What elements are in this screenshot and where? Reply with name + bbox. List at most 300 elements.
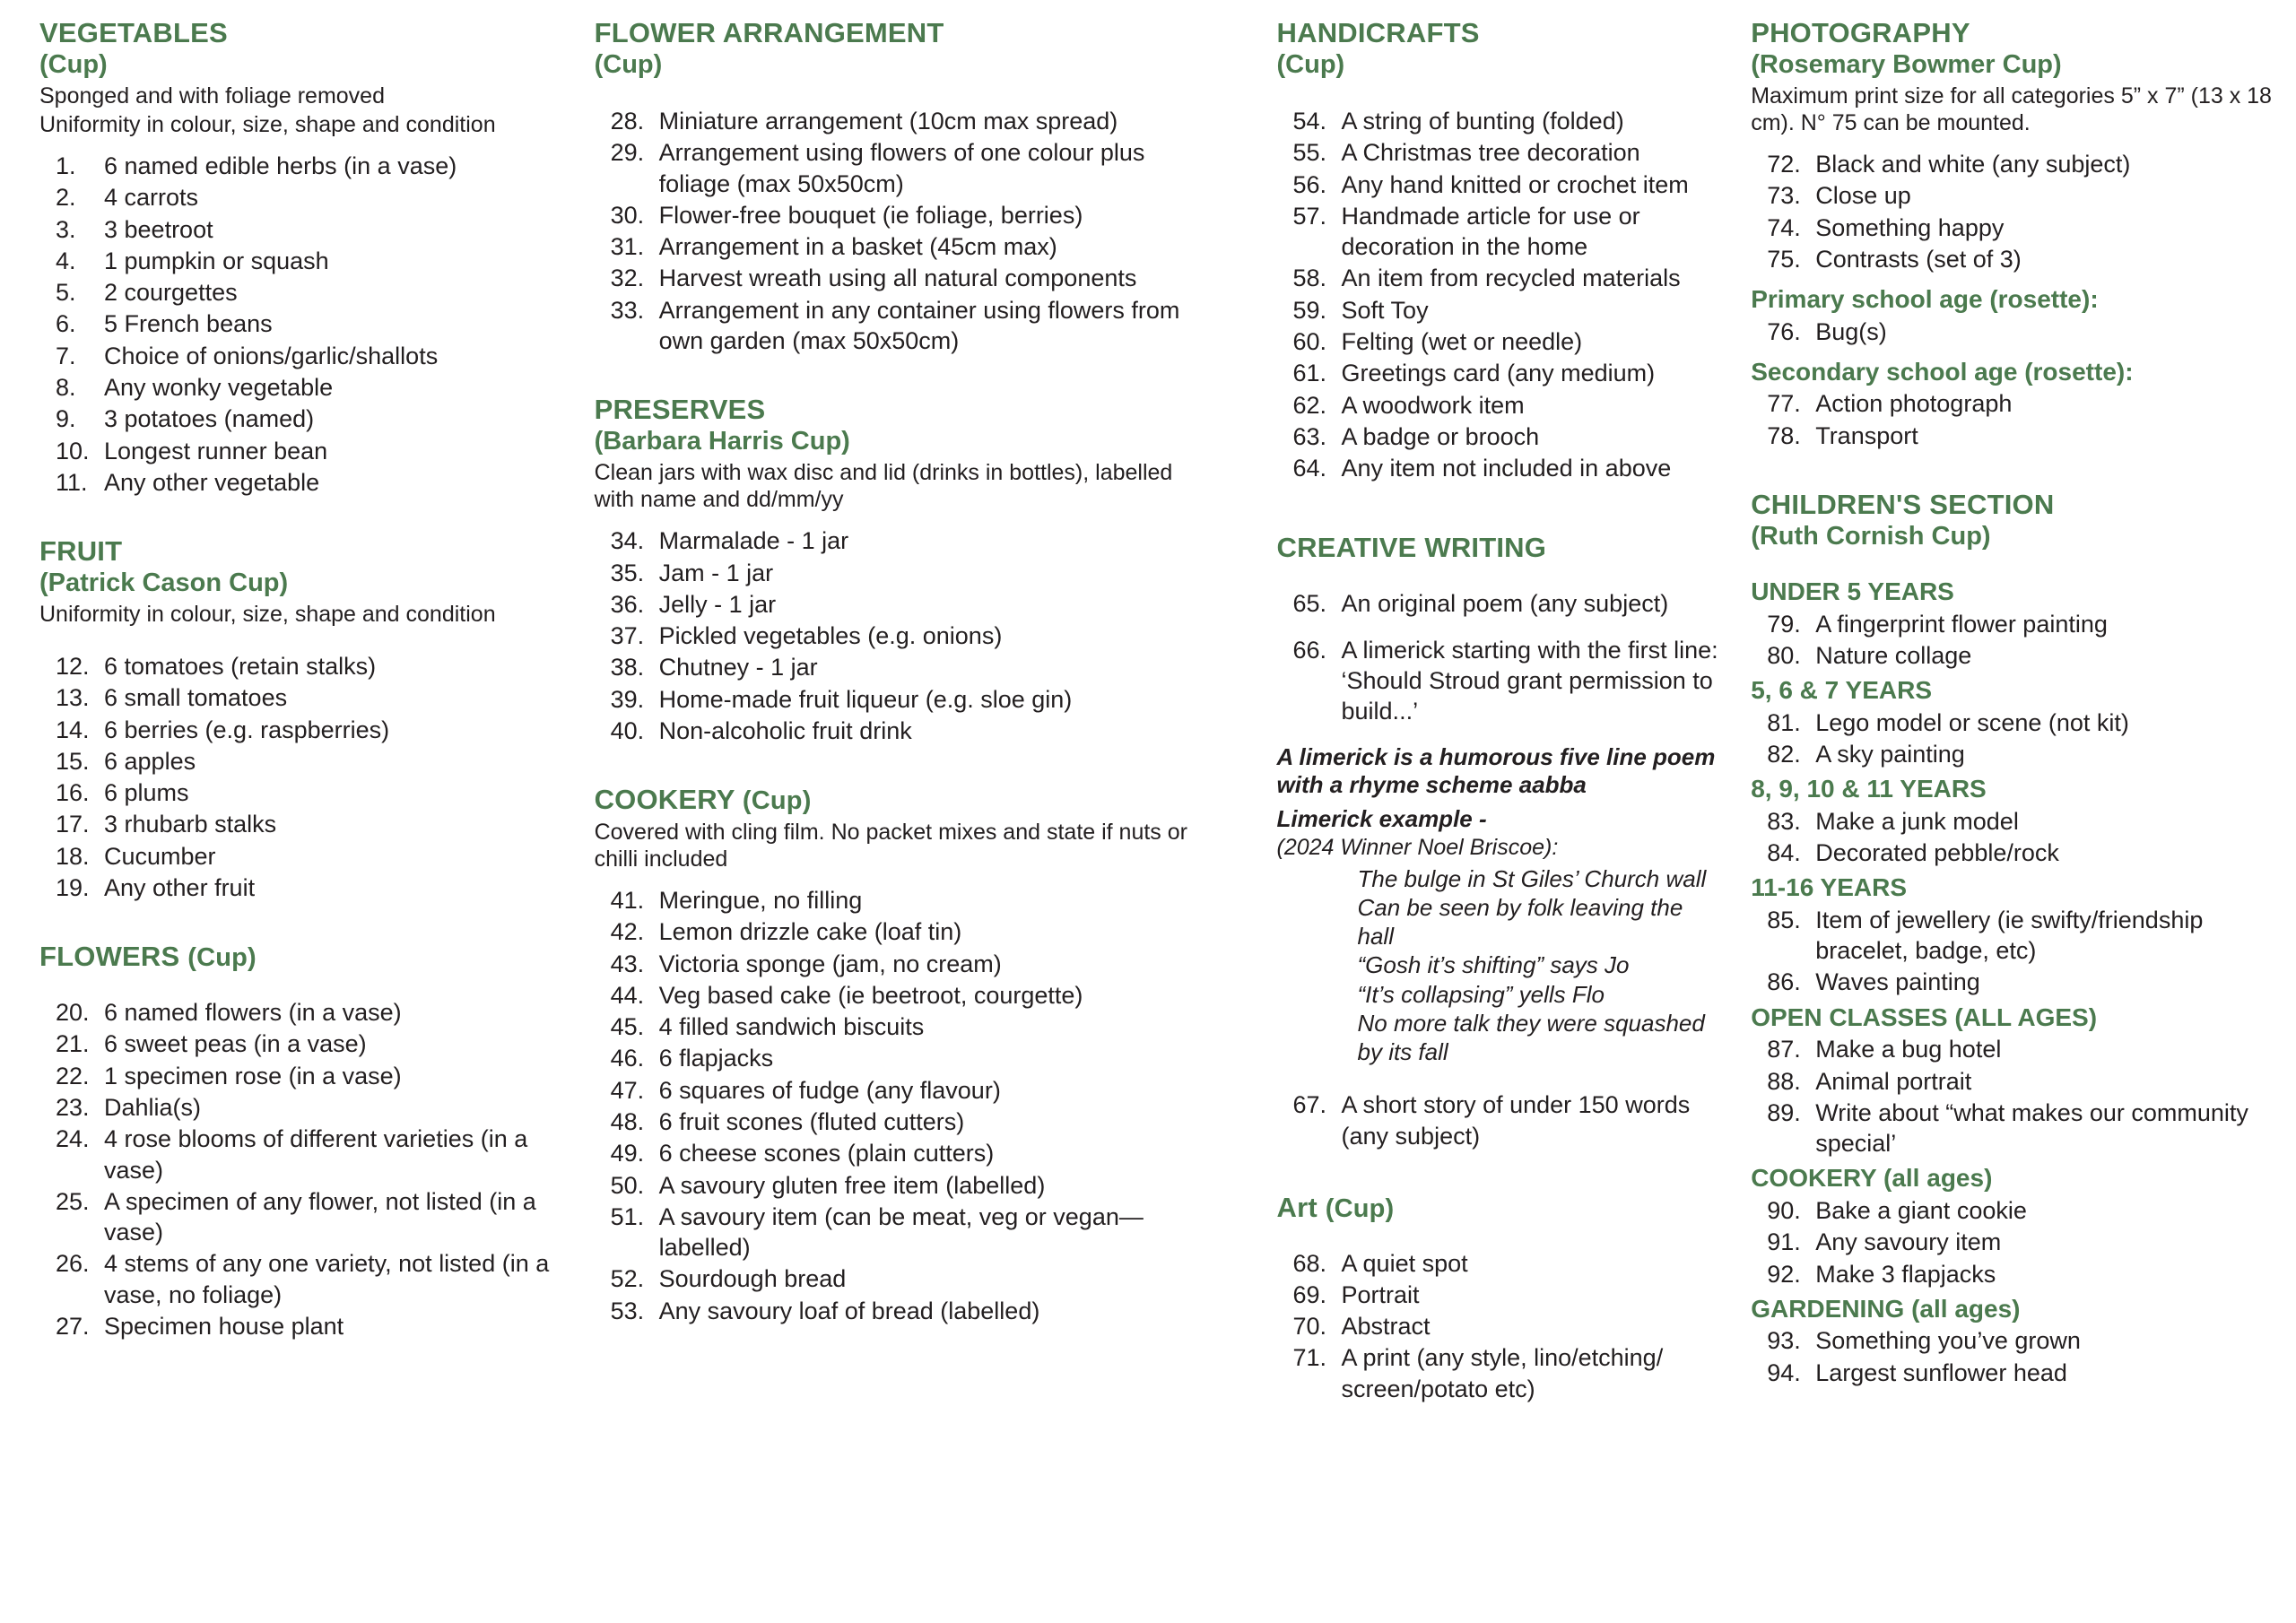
list-item [595,652,1191,682]
list-item [1277,390,1725,421]
list-item [595,200,1191,230]
item-number: 72. [1767,150,1801,178]
item-number: 79. [1767,610,1801,638]
list-item [595,589,1191,620]
list-item [1751,149,2273,179]
section-subtitle-photography: (Rosemary Bowmer Cup) [1751,50,2062,80]
list-item [595,1296,1191,1326]
list-item [39,182,578,213]
item-text: 4 rose blooms of different varieties (in a vase) [104,1125,528,1184]
item-text: 3 beetroot [104,215,213,243]
list-item [1751,1195,2273,1226]
list-item [595,949,1191,979]
group-head-open-classes: OPEN CLASSES (ALL AGES) [1751,1002,2098,1031]
list-item [39,308,578,339]
list-item [595,231,1191,262]
item-text: Arrangement using flowers of one colour plus foliage (max 50x50cm) [658,139,1145,197]
item-text: Jelly - 1 jar [658,590,777,618]
list-item [39,746,578,777]
list-item [1751,1098,2273,1159]
list-item [1751,1259,2273,1289]
list-item [1751,905,2273,967]
group-head-5-6-7: 5, 6 & 7 YEARS [1751,676,1932,705]
section-vegetables [39,16,578,498]
item-text: Lemon drizzle cake (loaf tin) [658,918,962,946]
item-number: 36. [610,590,645,618]
section-childrens [1751,488,2273,1388]
column-2 [595,16,1207,1623]
item-text: Pickled vegetables (e.g. onions) [658,622,1003,650]
item-number: 71. [1292,1344,1327,1372]
section-title-childrens: CHILDREN'S SECTION [1751,489,2055,521]
section-title-fruit: FRUIT [39,535,123,568]
item-number: 90. [1767,1196,1801,1224]
item-text: Any wonky vegetable [104,373,334,401]
list-item [39,277,578,308]
list-cookery [595,885,1191,1326]
item-number: 35. [610,559,645,586]
group-head-under-5: UNDER 5 YEARS [1751,577,1954,606]
list-item [595,106,1191,136]
item-text: 6 tomatoes (retain stalks) [104,653,377,681]
list-children-under5 [1751,609,2273,672]
section-note-photography: Maximum print size for all categories 5” x 7” (13 x 18 cm). N° 75 can be mounted. [1751,82,2272,135]
item-text: Transport [1815,421,1918,449]
item-number: 13. [56,684,90,712]
item-text: 2 courgettes [104,279,238,307]
section-photography [1751,16,2273,451]
list-item [1751,1066,2273,1097]
item-number: 53. [610,1297,645,1324]
item-text: Any item not included in above [1341,455,1672,482]
column-4 [1740,16,2273,1623]
list-item [595,1043,1191,1073]
section-subtitle-preserves: (Barbara Harris Cup) [594,427,850,456]
item-number: 2. [56,184,76,212]
list-item [39,809,578,839]
item-number: 22. [56,1062,90,1089]
list-item [39,651,578,681]
item-text: A Christmas tree decoration [1341,139,1640,167]
item-text: Nature collage [1815,641,1972,669]
list-item [39,372,578,403]
list-item [1277,201,1725,263]
section-subtitle-vegetables: (Cup) [39,50,108,80]
item-number: 89. [1767,1098,1801,1126]
list-item [595,1107,1191,1137]
list-item [595,916,1191,947]
section-title-cookery-suffix: (Cup) [742,786,812,816]
list-item [1277,453,1725,483]
list-item [1277,1342,1725,1404]
item-number: 83. [1767,807,1801,835]
item-number: 15. [56,747,90,775]
section-note-fruit: Uniformity in colour, size, shape and condition [39,602,496,628]
item-text: Item of jewellery (ie swifty/friendship bracelet, badge, etc) [1815,906,2204,965]
item-text: Abstract [1341,1313,1431,1341]
item-text: Arrangement in a basket (45cm max) [658,233,1057,261]
item-text: Victoria sponge (jam, no cream) [658,950,1002,977]
list-item [39,246,578,276]
item-number: 31. [610,233,645,261]
item-number: 66. [1292,636,1327,664]
list-item [595,684,1191,715]
list-photography-secondary [1751,388,2273,451]
item-number: 6. [56,310,76,338]
item-number: 64. [1292,455,1327,482]
item-text: Longest runner bean [104,437,328,464]
item-text: Waves painting [1815,968,1980,996]
item-number: 9. [56,405,76,433]
list-item [1277,588,1725,619]
list-flower-arrangement [595,106,1191,356]
item-text: Close up [1815,182,1911,210]
item-number: 94. [1767,1358,1801,1386]
item-number: 5. [56,279,76,307]
list-item [595,1011,1191,1042]
list-item-limerick [1277,635,1725,727]
group-head-gardening-all-ages: GARDENING (all ages) [1751,1294,2021,1323]
list-item [1751,388,2273,419]
item-text: 6 plums [104,779,189,807]
column-3 [1207,16,1741,1623]
list-item [595,980,1191,1011]
section-title-vegetables: VEGETABLES [39,17,228,48]
item-number: 77. [1767,390,1801,418]
list-item [1751,180,2273,211]
section-creative-writing [1277,531,1725,1150]
group-head-8-9-10-11: 8, 9, 10 & 11 YEARS [1751,775,1987,803]
item-text: 6 sweet peas (in a vase) [104,1030,367,1058]
list-vegetables [39,151,578,498]
list-item [39,872,578,903]
list-art [1277,1248,1725,1404]
list-item [1751,421,2273,451]
item-number: 55. [1292,139,1327,167]
item-number: 49. [610,1140,645,1167]
item-number: 20. [56,999,90,1027]
group-head-cookery-all-ages: COOKERY (all ages) [1751,1164,1993,1193]
item-number: 34. [610,527,645,555]
item-text: A badge or brooch [1341,422,1540,450]
section-art [1277,1191,1725,1404]
item-number: 30. [610,201,645,229]
list-item [39,341,578,371]
item-text: Dahlia(s) [104,1093,202,1121]
item-text: Lego model or scene (not kit) [1815,708,2129,736]
item-number: 51. [610,1202,645,1230]
item-number: 54. [1292,107,1327,135]
list-item [1277,295,1725,325]
list-item [39,467,578,498]
item-number: 12. [56,653,90,681]
limerick-line: No more talk they were squashed [1357,1009,1705,1037]
item-text: A quiet spot [1341,1249,1468,1277]
item-text: A sky painting [1815,740,1965,768]
list-item [1277,421,1725,452]
item-number: 37. [610,622,645,650]
item-text: Any savoury loaf of bread (labelled) [658,1297,1040,1324]
item-text: Make 3 flapjacks [1815,1260,1996,1288]
list-item [39,1124,578,1185]
list-children-891011 [1751,806,2273,869]
list-item [1751,838,2273,868]
list-item [39,997,578,1028]
list-preserves [595,525,1191,746]
item-text: 6 named flowers (in a vase) [104,999,402,1027]
item-text: 6 fruit scones (fluted cutters) [658,1107,965,1135]
list-item [1751,1358,2273,1388]
list-children-1116 [1751,905,2273,998]
item-text-group [1342,635,1725,727]
item-number: 60. [1292,327,1327,355]
section-title-cookery-text: COOKERY [594,784,735,816]
item-number: 43. [610,950,645,977]
item-text: Make a junk model [1815,807,2019,835]
item-text: Harvest wreath using all natural components [658,265,1137,292]
item-text: Any hand knitted or crochet item [1341,170,1689,198]
list-item [1751,244,2273,274]
list-item [595,1202,1191,1263]
list-item [595,137,1191,199]
item-text: 4 filled sandwich biscuits [658,1013,925,1041]
section-cookery [595,783,1191,1326]
item-text: An item from recycled materials [1341,265,1681,292]
item-number: 42. [610,918,645,946]
item-number: 63. [1292,422,1327,450]
item-number: 40. [610,716,645,744]
item-text: Jam - 1 jar [658,559,774,586]
list-children-open [1751,1034,2273,1159]
section-handicrafts [1277,16,1725,483]
section-title-art-suffix: (Cup) [1325,1193,1395,1223]
item-text: Animal portrait [1815,1067,1972,1095]
list-children-cookery [1751,1195,2273,1289]
list-item [1751,806,2273,837]
item-number: 80. [1767,641,1801,669]
list-flowers [39,997,578,1341]
item-number: 14. [56,716,90,743]
item-number: 21. [56,1030,90,1058]
list-item [1751,1227,2273,1257]
item-number: 33. [610,296,645,324]
list-item [595,558,1191,588]
item-text: Marmalade - 1 jar [658,527,849,555]
limerick-line: by its fall [1357,1037,1448,1065]
item-text: 3 potatoes (named) [104,405,315,433]
section-note-vegetables-2: Uniformity in colour, size, shape and condition [39,111,496,137]
item-number: 91. [1767,1228,1801,1256]
item-number: 29. [610,139,645,167]
list-item [39,1186,578,1248]
section-note-cookery: Covered with cling film. No packet mixes and state if nuts or chilli included [594,819,1187,872]
item-text: Write about “what makes our community special’ [1815,1098,2248,1158]
item-number: 67. [1292,1091,1327,1119]
item-number: 27. [56,1312,90,1340]
list-item [1751,317,2273,347]
item-number: 75. [1767,245,1801,273]
section-title-cookery [595,783,1191,817]
item-text: Home-made fruit liqueur (e.g. sloe gin) [658,685,1073,713]
list-item [39,1248,578,1310]
item-number: 48. [610,1107,645,1135]
list-item [39,1092,578,1123]
item-number: 8. [56,373,76,401]
section-title-handicrafts: HANDICRAFTS [1276,17,1480,48]
item-number: 92. [1767,1260,1801,1288]
item-number: 1. [56,152,76,179]
item-text: 6 flapjacks [658,1045,774,1072]
item-number: 44. [610,981,645,1009]
list-item [1277,1311,1725,1341]
item-number: 78. [1767,421,1801,449]
item-text: Flower-free bouquet (ie foliage, berries) [658,201,1083,229]
item-text: Chutney - 1 jar [658,654,818,681]
item-text: 6 cheese scones (plain cutters) [658,1140,995,1167]
list-item [1751,1325,2273,1356]
item-text: A specimen of any flower, not listed (in a vase) [104,1187,536,1246]
item-text: Non-alcoholic fruit drink [658,716,912,744]
list-item [1751,739,2273,769]
item-number: 32. [610,265,645,292]
item-number: 3. [56,215,76,243]
list-item [595,263,1191,293]
item-text: A short story of under 150 words (any subject) [1341,1091,1691,1150]
list-item [39,777,578,808]
list-item [39,682,578,713]
limerick-line: “Gosh it’s shifting” says Jo [1357,951,1630,979]
limerick-definition: A limerick is a humorous five line poem with a rhyme scheme aabba [1276,742,1716,799]
item-number: 38. [610,654,645,681]
list-item [595,621,1191,651]
limerick-source: (2024 Winner Noel Briscoe): [1276,834,1559,860]
item-text: Choice of onions/garlic/shallots [104,342,439,369]
item-number: 41. [610,886,645,914]
list-item [1751,1034,2273,1064]
item-text: Sourdough bread [658,1265,847,1293]
list-children-567 [1751,707,2273,770]
item-text: A print (any style, lino/etching/ screen/potato etc) [1341,1344,1664,1402]
list-photography-primary [1751,317,2273,347]
item-number: 70. [1292,1313,1327,1341]
item-number: 26. [56,1250,90,1278]
section-title-flowers-text: FLOWERS [39,941,180,973]
item-text: Handmade article for use or decoration in the home [1341,202,1640,261]
list-item [595,716,1191,746]
limerick-example-label: Limerick example - [1276,805,1487,833]
list-item [1277,1248,1725,1279]
section-fruit [39,534,578,903]
item-number: 74. [1767,213,1801,241]
item-text: Meringue, no filling [658,886,863,914]
list-item [1751,213,2273,243]
item-text: Action photograph [1815,390,2013,418]
item-text: A savoury item (can be meat, veg or vegan—labelled) [658,1202,1144,1262]
item-number: 68. [1292,1249,1327,1277]
limerick-line: “It’s collapsing” yells Flo [1357,980,1605,1008]
list-item [595,1138,1191,1168]
limerick-line: The bulge in St Giles’ Church wall [1357,864,1707,892]
list-item [595,1263,1191,1294]
item-text: Specimen house plant [104,1312,344,1340]
item-text: Any other vegetable [104,468,320,496]
item-number: 50. [610,1171,645,1199]
item-text: 1 pumpkin or squash [104,247,329,274]
list-item [39,841,578,872]
item-number: 65. [1292,589,1327,617]
item-text: 6 small tomatoes [104,684,288,712]
item-text: 5 French beans [104,310,273,338]
item-number: 69. [1292,1280,1327,1308]
column-1 [39,16,595,1623]
item-text: Soft Toy [1341,296,1429,324]
item-text: Largest sunflower head [1815,1358,2067,1386]
section-title-creative-writing: CREATIVE WRITING [1276,532,1547,564]
list-item [1751,640,2273,671]
item-number: 45. [610,1013,645,1041]
list-item [39,404,578,434]
item-number: 39. [610,685,645,713]
section-subtitle-childrens: (Ruth Cornish Cup) [1751,522,1991,551]
item-number: 93. [1767,1327,1801,1355]
list-item [1277,263,1725,293]
list-handicrafts [1277,106,1725,483]
section-subtitle-fruit: (Patrick Cason Cup) [39,568,289,598]
item-number: 58. [1292,265,1327,292]
limerick-text [1277,864,1725,1067]
item-text: Felting (wet or needle) [1341,327,1583,355]
item-number: 88. [1767,1067,1801,1095]
limerick-prompt: ‘Should Stroud grant permission to build...’ [1341,667,1713,725]
item-number: 25. [56,1187,90,1215]
item-number: 52. [610,1265,645,1293]
item-text: 3 rhubarb stalks [104,811,277,838]
item-number: 46. [610,1045,645,1072]
item-number: 86. [1767,968,1801,996]
item-text: Bake a giant cookie [1815,1196,2027,1224]
item-number: 24. [56,1125,90,1153]
section-title-art [1277,1191,1725,1225]
item-text: 6 squares of fudge (any flavour) [658,1076,1001,1104]
item-text: Contrasts (set of 3) [1815,245,2022,273]
item-text: 1 specimen rose (in a vase) [104,1062,402,1089]
list-item [39,214,578,245]
item-text: 4 stems of any one variety, not listed (in a vase, no foliage) [104,1250,550,1308]
item-number: 76. [1767,317,1801,345]
list-item [1277,1280,1725,1310]
section-title-flower-arrangement: FLOWER ARRANGEMENT [594,17,944,48]
list-item [595,1075,1191,1106]
list-item [39,1061,578,1091]
section-title-photography: PHOTOGRAPHY [1751,17,1970,48]
list-item [1751,707,2273,738]
item-number: 56. [1292,170,1327,198]
item-text: A string of bunting (folded) [1341,107,1624,135]
section-title-art-text: Art [1276,1191,1318,1223]
list-item [1751,609,2273,639]
section-subtitle-handicrafts: (Cup) [1276,50,1345,80]
section-flower-arrangement [595,16,1191,356]
item-text: Something you’ve grown [1815,1327,2081,1355]
item-number: 17. [56,811,90,838]
item-number: 81. [1767,708,1801,736]
list-item [595,525,1191,556]
item-number: 18. [56,842,90,870]
item-text: 6 berries (e.g. raspberries) [104,716,390,743]
item-text: Miniature arrangement (10cm max spread) [658,107,1118,135]
list-item [1277,358,1725,388]
list-item [1277,169,1725,200]
